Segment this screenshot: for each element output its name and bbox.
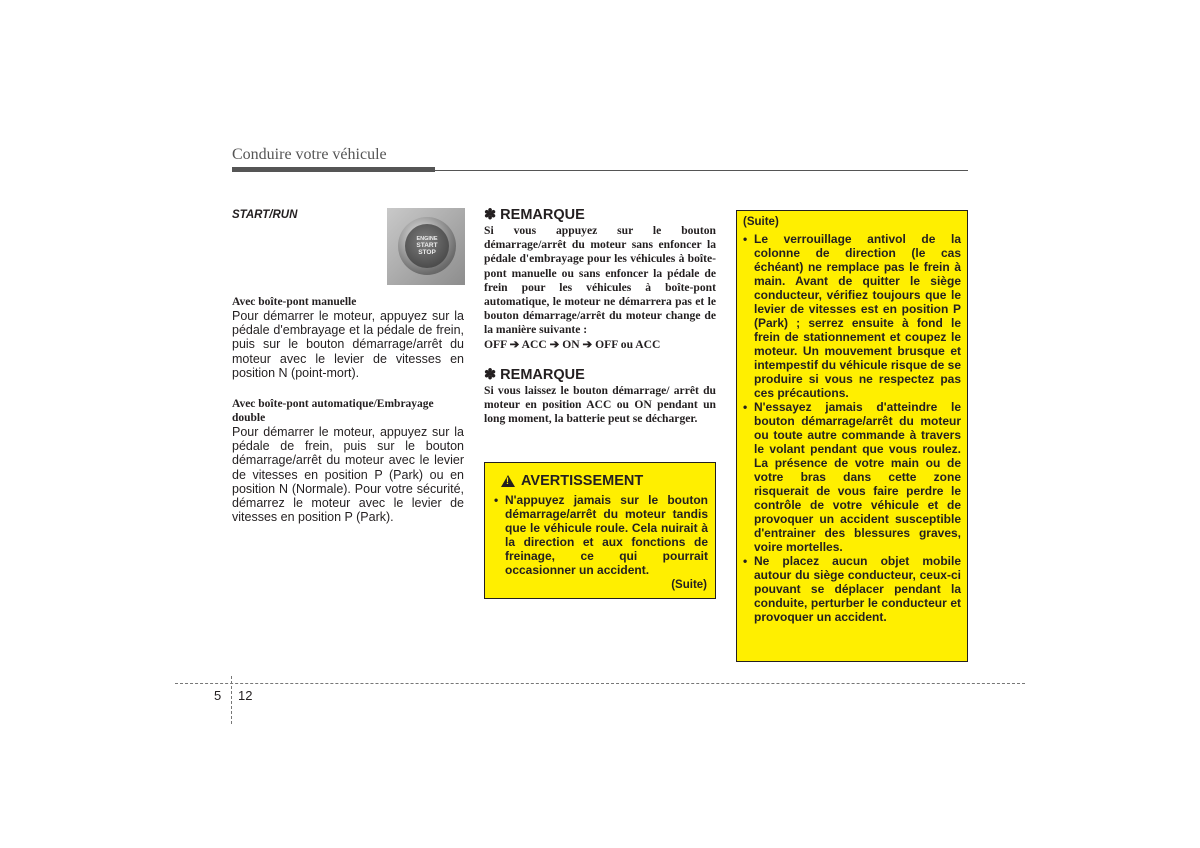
warning-title: AVERTISSEMENT (521, 473, 644, 489)
continued-bullet: • Ne placez aucun objet mobile autour du siège conducteur, ceux-ci pouvant se déplacer pendant la conduite, perturber le conducteur et provoquer un accident. (743, 554, 961, 624)
start-run-label: START/RUN (232, 209, 298, 221)
continued-heading: (Suite) (743, 216, 779, 228)
remark-sequence: OFF ➔ ACC ➔ ON ➔ OFF ou ACC (484, 337, 661, 351)
button-label-start: START (416, 242, 438, 250)
left-column (232, 207, 464, 524)
continued-bullet: • N'essayez jamais d'atteindre le bouton démarrage/arrêt du moteur ou toute autre commande à travers le volant pendant que vous roulez. La présence de votre main ou de votre bras dans cette zone risquerait de vous faire perdre le contrôle de votre véhicule et de provoquer un accident susceptible d'entrainer des blessures graves, voire mortelles. (743, 400, 961, 554)
continued-warning-box (736, 210, 968, 662)
page-header-title: Conduire votre véhicule (232, 146, 387, 163)
warning-bullet: • N'appuyez jamais sur le bouton démarrage/arrêt du moteur tandis que le véhicule roule. Cela nuirait à la direction et aux fonctions de freinage, ce qui pourrait occasionner un accident. (494, 493, 708, 577)
footer-divider (231, 676, 232, 724)
warning-box (484, 462, 716, 599)
warning-triangle-icon (501, 475, 515, 487)
manual-transmission-heading: Avec boîte-pont manuelle (232, 296, 357, 308)
remark-title-1: ✽ REMARQUE (484, 207, 585, 223)
middle-column (484, 207, 716, 426)
engine-start-button-image (387, 208, 465, 285)
remark-text-1: Si vous appuyez sur le bouton démarrage/arrêt du moteur sans enfoncer la pédale d'embrayage pour les véhicules à boîte-pont manuelle ou sans enfoncer la pédale de frein pour les véhicules à boîte-pont automatique, le moteur ne démarrera pas et le bouton démarrage/arrêt du moteur change de la manière suivante : (484, 224, 716, 337)
button-label-engine: ENGINE (416, 235, 438, 242)
chapter-number: 5 (214, 688, 222, 703)
warning-continued-label: (Suite) (671, 579, 707, 591)
automatic-transmission-heading: Avec boîte-pont automatique/Embrayage double (232, 398, 434, 425)
manual-transmission-text: Pour démarrer le moteur, appuyez sur la pédale d'embrayage et la pédale de frein, puis sur le bouton démarrage/arrêt du moteur avec le levier de vitesses en position N (point-mort). (232, 309, 464, 380)
button-label-stop: STOP (418, 249, 436, 257)
remark-text-2: Si vous laissez le bouton démarrage/ arrêt du moteur en position ACC ou ON pendant un long moment, la batterie peut se décharger. (484, 383, 716, 426)
remark-title-2: ✽ REMARQUE (484, 366, 585, 383)
footer-rule (175, 683, 1025, 684)
header-rule (232, 170, 968, 171)
page-number: 12 (238, 688, 253, 703)
automatic-transmission-text: Pour démarrer le moteur, appuyez sur la pédale de frein, puis sur le bouton démarrage/arrêt du moteur avec le levier de vitesses en position P (Park) ou en position N (Normale). Pour votre sécurité, démarrez le moteur avec le levier de vitesses en position P (Park). (232, 425, 464, 525)
continued-bullet: • Le verrouillage antivol de la colonne de direction (le cas échéant) ne remplace pas le frein à main. Avant de quitter le siège conducteur, vérifiez toujours que le levier de vitesses est en position P (Park) ; serrez ensuite à fond le frein de stationnement et coupez le moteur. Un mouvement brusque et intempestif du véhicule risque de se produire si vous ne respectez pas ces précautions. (743, 232, 961, 400)
